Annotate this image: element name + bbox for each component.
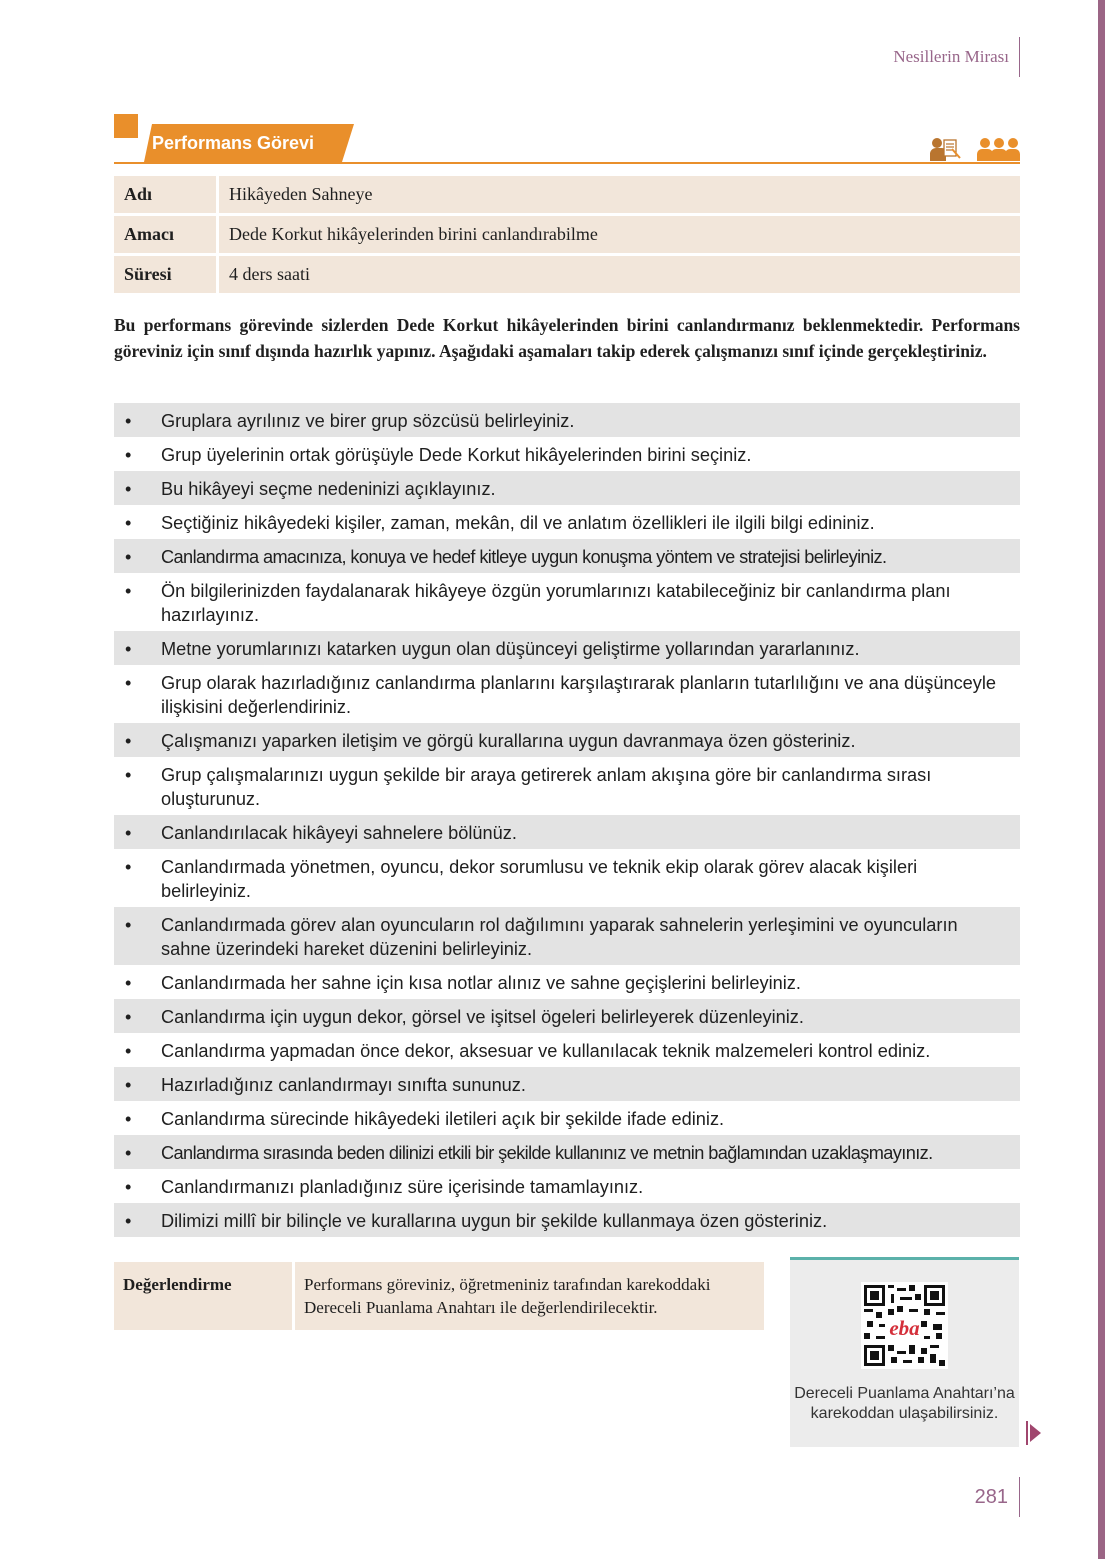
evaluation-label: Değerlendirme <box>114 1262 294 1330</box>
bullet-icon: • <box>125 973 132 993</box>
bullet-icon: • <box>125 1041 132 1061</box>
list-item: • Hazırladığınız canlandırmayı sınıfta sununuz. <box>114 1067 1020 1101</box>
bullet-icon: • <box>125 1109 132 1129</box>
bullet-icon: • <box>125 915 132 935</box>
list-item: • Canlandırmada görev alan oyuncuların rol dağılımını yaparak sahnelerin yerleşimini ve oyuncuların sahne üzerindeki hareket düzenini belirleyiniz. <box>114 907 1020 965</box>
bullet-icon: • <box>125 547 131 567</box>
section-underline <box>114 162 1020 164</box>
bullet-icon: • <box>125 513 132 533</box>
bullet-icon: • <box>125 479 132 499</box>
table-row <box>114 176 1020 213</box>
group-icon <box>977 138 1020 161</box>
bullet-icon: • <box>125 445 132 465</box>
list-item: • Grup olarak hazırladığınız canlandırma planlarını karşılaştırarak planların tutarlılığını ve ana düşünceyle ilişkisini değerlendiriniz. <box>125 673 997 717</box>
qr-code-box <box>790 1257 1019 1447</box>
list-item: • Canlandırma sürecinde hikâyedeki iletileri açık bir şekilde ifade ediniz. <box>125 1109 725 1129</box>
steps-list <box>114 403 1020 1237</box>
evaluation-table <box>114 1262 764 1330</box>
list-item: • Canlandırmanızı planladığınız süre içerisinde tamamlayınız. <box>125 1177 644 1197</box>
evaluation-text: Performans göreviniz, öğretmeniniz tarafından karekoddaki Dereceli Puanlama Anahtarı ile değerlendirilecektir. <box>294 1262 765 1330</box>
list-item: • Dilimizi millî bir bilinçle ve kurallarına uygun bir şekilde kullanmaya özen gösteriniz. <box>114 1203 1020 1237</box>
bullet-icon: • <box>125 1177 132 1197</box>
table-row <box>114 256 1020 293</box>
list-item: • Seçtiğiniz hikâyedeki kişiler, zaman, mekân, dil ve anlatım özellikleri ile ilgili bilgi edininiz. <box>125 513 875 533</box>
bullet-icon: • <box>125 1075 132 1095</box>
bullet-icon: • <box>125 857 132 877</box>
row-label: Amacı <box>114 216 219 253</box>
bullet-icon: • <box>125 823 132 843</box>
list-item: • Bu hikâyeyi seçme nedeninizi açıklayınız. <box>114 471 1020 505</box>
list-item: • Canlandırma amacınıza, konuya ve hedef kitleye uygun konuşma yöntem ve stratejisi belirleyiniz. <box>114 539 1020 573</box>
list-item: • Grup üyelerinin ortak görüşüyle Dede Korkut hikâyelerinden birini seçiniz. <box>125 445 752 465</box>
bullet-icon: • <box>125 1143 131 1163</box>
list-item: • Canlandırmada her sahne için kısa notlar alınız ve sahne geçişlerini belirleyiniz. <box>125 973 801 993</box>
unit-title: Nesillerin Mirası <box>893 47 1009 66</box>
section-heading <box>114 114 359 164</box>
header-divider <box>1019 37 1020 77</box>
bullet-icon: • <box>125 639 132 659</box>
bullet-icon: • <box>125 1211 132 1231</box>
list-item: • Metne yorumlarınızı katarken uygun olan düşünceyi geliştirme yollarından yararlanınız. <box>114 631 1020 665</box>
list-item: • Gruplara ayrılınız ve birer grup sözcüsü belirleyiniz. <box>114 403 1020 437</box>
list-item: • Çalışmanızı yaparken iletişim ve görgü kurallarına uygun davranmaya özen gösteriniz. <box>114 723 1020 757</box>
qr-code[interactable] <box>861 1282 948 1369</box>
activity-icons <box>930 137 1020 161</box>
individual-writing-icon <box>930 138 960 161</box>
qr-caption: Dereceli Puanlama Anahtarı’na karekoddan ulaşabilirsiniz. <box>794 1385 1015 1422</box>
list-item: • Ön bilgilerinizden faydalanarak hikâyeye özgün yorumlarınızı katabileceğiniz bir canlandırma planı hazırlayınız. <box>125 581 951 625</box>
tab-accent-square <box>114 114 138 138</box>
task-info-table <box>114 173 1020 296</box>
bullet-icon: • <box>125 1007 132 1027</box>
row-value: 4 ders saati <box>219 256 1020 293</box>
bullet-icon: • <box>125 673 132 693</box>
list-item: • Canlandırma sırasında beden dilinizi etkili bir şekilde kullanınız ve metnin bağlamından uzaklaşmayınız. <box>114 1135 1020 1169</box>
eba-logo: eba <box>889 1315 920 1340</box>
bullet-icon: • <box>125 765 132 785</box>
section-title: Performans Görevi <box>152 133 315 153</box>
list-item: • Canlandırma için uygun dekor, görsel ve işitsel ögeleri belirleyerek düzenleyiniz. <box>114 999 1020 1033</box>
bullet-icon: • <box>125 411 132 431</box>
row-label: Adı <box>114 176 219 213</box>
footer-divider <box>1019 1477 1020 1517</box>
page-edge-bar <box>1098 0 1105 1559</box>
page-number: 281 <box>974 1486 1008 1508</box>
bullet-icon: • <box>125 581 132 601</box>
row-value: Hikâyeden Sahneye <box>219 176 1020 213</box>
row-label: Süresi <box>114 256 219 293</box>
next-page-arrow-icon <box>1026 1421 1042 1445</box>
list-item: • Canlandırmada yönetmen, oyuncu, dekor sorumlusu ve teknik ekip olarak görev alacak kişileri belirleyiniz. <box>125 857 918 901</box>
list-item: • Canlandırılacak hikâyeyi sahnelere bölünüz. <box>114 815 1020 849</box>
intro-paragraph: Bu performans görevinde sizlerden Dede Korkut hikâyelerinden birini canlandırmanız beklenmektedir. Performans göreviniz için sınıf dışında hazırlık yapınız. Aşağıdaki aşamaları takip ederek çalışmanızı sınıf içinde gerçekleştiriniz. <box>114 315 1020 361</box>
table-row <box>114 1262 764 1330</box>
list-item: • Canlandırma yapmadan önce dekor, aksesuar ve kullanılacak teknik malzemeleri kontrol ediniz. <box>125 1041 931 1061</box>
bullet-icon: • <box>125 731 132 751</box>
list-item: • Grup çalışmalarınızı uygun şekilde bir araya getirerek anlam akışına göre bir canlandırma sırası oluşturunuz. <box>125 765 932 809</box>
row-value: Dede Korkut hikâyelerinden birini canlandırabilme <box>219 216 1020 253</box>
table-row <box>114 216 1020 253</box>
